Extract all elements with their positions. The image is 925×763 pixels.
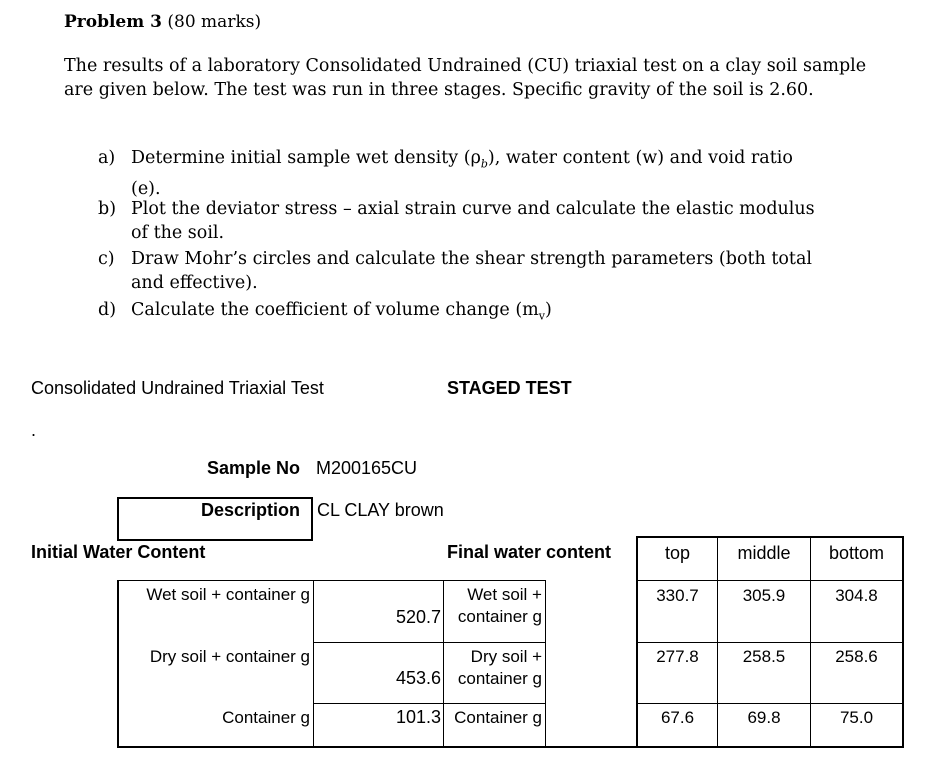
final-value-top: 67.6 <box>660 708 695 727</box>
problem-intro: The results of a laboratory Consolidated Undrained (CU) triaxial test on a clay soil sample are given below. The test was run in three stages. Specific gravity of the soil is 2.60. <box>64 56 867 100</box>
description-value: CL CLAY brown <box>317 500 444 520</box>
table-line <box>313 642 545 643</box>
table-line <box>117 580 119 748</box>
table-line <box>636 536 904 538</box>
problem-heading <box>64 12 261 32</box>
task-label: a) <box>98 148 116 168</box>
final-value-middle: 258.5 <box>742 647 786 666</box>
column-header-bottom: bottom <box>828 543 885 563</box>
final-value-bottom: 304.8 <box>835 586 878 605</box>
staged-test-label: STAGED TEST <box>447 378 572 398</box>
final-water-content-header: Final water content <box>447 542 612 562</box>
task-text: Draw Mohr’s circles and calculate the shear strength parameters (both total and effective). <box>131 249 812 293</box>
table-line <box>545 580 546 748</box>
table-line <box>117 580 545 581</box>
task-label: c) <box>98 249 115 269</box>
table-line <box>636 642 904 643</box>
final-value-top: 277.8 <box>656 647 699 666</box>
table-line <box>313 580 314 748</box>
initial-row-value: 520.7 <box>395 607 441 627</box>
final-row-label-line1: Dry soil + <box>470 647 542 666</box>
final-value-middle: 305.9 <box>742 586 786 605</box>
table-line <box>443 580 444 748</box>
task-label: b) <box>98 199 117 219</box>
column-header-top: top <box>664 543 691 563</box>
task-text: Calculate the coefficient of volume change $(m_v)$ <box>131 300 552 323</box>
table-line <box>313 703 545 704</box>
initial-row-label: Wet soil + container g <box>146 585 310 604</box>
stray-dot: . <box>31 420 37 440</box>
final-row-label-line2: container g <box>457 607 542 626</box>
initial-water-content-header: Initial Water Content <box>31 542 206 562</box>
column-header-middle: middle <box>737 543 791 563</box>
final-value-bottom: 75.0 <box>839 708 874 727</box>
final-value-top: 330.7 <box>656 586 699 605</box>
final-row-label-line1: Wet soil + <box>467 585 542 604</box>
initial-row-value: 453.6 <box>395 668 441 688</box>
problem-title: Problem 3 <box>64 12 162 32</box>
initial-row-label: Container g <box>222 708 310 727</box>
initial-row-value: 101.3 <box>395 707 441 727</box>
final-row-label-line2: container g <box>457 669 542 688</box>
test-title: Consolidated Undrained Triaxial Test <box>31 378 324 398</box>
final-row-label-line1: Container g <box>454 708 542 727</box>
problem-marks: (80 marks) <box>167 12 262 32</box>
final-value-bottom: 258.6 <box>835 647 878 666</box>
table-line <box>636 580 904 581</box>
sample-no-label: Sample No <box>207 458 301 478</box>
description-label: Description <box>201 500 301 520</box>
task-label: d) <box>98 300 117 320</box>
sample-no-value: M200165CU <box>316 458 418 478</box>
table-line <box>117 746 904 748</box>
table-line <box>636 703 904 704</box>
task-text: Determine initial sample wet density $(\rho_b)$, water content (w) and void ratio (e). <box>131 148 793 199</box>
final-value-middle: 69.8 <box>747 708 781 727</box>
initial-row-label: Dry soil + container g <box>149 647 310 666</box>
task-text: Plot the deviator stress – axial strain curve and calculate the elastic modulus of the soil. <box>131 199 815 243</box>
